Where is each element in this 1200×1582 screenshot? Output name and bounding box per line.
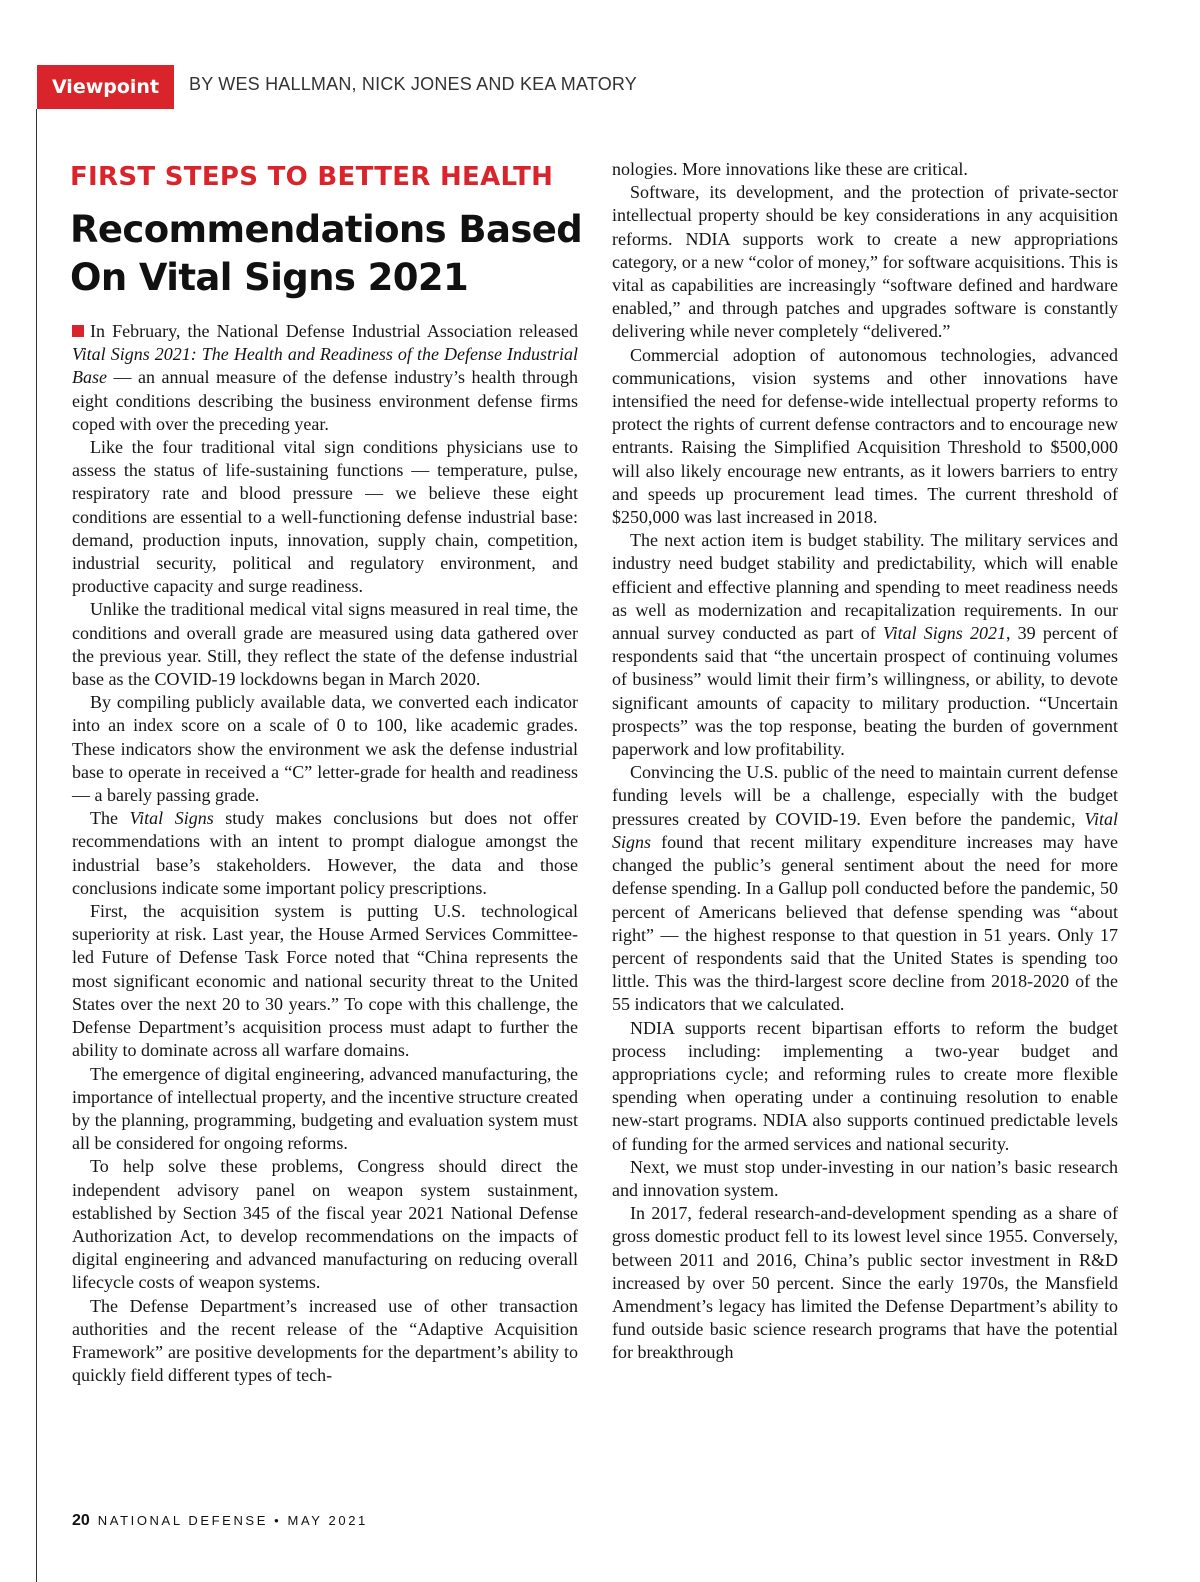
paragraph: nologies. More innovations like these are critical. xyxy=(612,159,968,179)
left-column xyxy=(72,320,578,1387)
paragraph: The next action item is budget stability. The military services and industry need budget stability and predictability, which will enable efficient and effective planning and spending to meet readiness needs as well as modernization and recapitalization requirements. In our annual survey conducted as part of Vital Signs 2021, 39 percent of respondents said that “the uncertain prospect of continuing volumes of business” would limit their firm’s willingness, or ability, to devote significant amounts of capacity to military production. “Uncertain prospects” was the top response, beating the burden of government paperwork and low profitability. xyxy=(612,530,1118,760)
article-headline: Recommendations Based On Vital Signs 2021 xyxy=(70,208,583,299)
paragraph: In February, the National Defense Industrial Association released Vital Signs 2021: The Health and Readiness of the Defense Industrial Base — an annual measure of the defense industry’s health through eight conditions describing the business environment defense firms coped with over the preceding year. xyxy=(72,321,578,434)
vertical-divider xyxy=(36,109,37,1582)
page-number: 20 xyxy=(72,1512,90,1529)
paragraph: Commercial adoption of autonomous technologies, advanced communications, vision systems and other innovations have intensified the need for defense-wide intellectual property reforms to protect the rights of current defense contractors and to encourage new entrants. Raising the Simplified Acquisition Threshold to $500,000 will also likely encourage new entrants, as it lowers barriers to entry and speeds up procurement lead times. The current threshold of $250,000 was last increased in 2018. xyxy=(612,344,1118,528)
right-column xyxy=(612,158,1118,1365)
paragraph: Next, we must stop under-investing in our nation’s basic research and innovation system. xyxy=(612,1156,1118,1200)
paragraph: Like the four traditional vital sign conditions physicians use to assess the status of life-sustaining functions — temperature, pulse, respiratory rate and blood pressure — we believe these eight conditions are essential to a well-functioning defense industrial base: demand, production inputs, innovation, supply chain, competition, industrial security, political and regulatory environment, and productive capacity and surge readiness. xyxy=(72,437,578,597)
paragraph: Unlike the traditional medical vital signs measured in real time, the conditions and overall grade are measured using data gathered over the previous year. Still, they reflect the state of the defense industrial base as the COVID-19 lockdowns began in March 2020. xyxy=(72,599,578,690)
byline: BY WES HALLMAN, NICK JONES AND KEA MATORY xyxy=(189,74,637,94)
bullet-square-icon xyxy=(72,325,84,337)
page-footer xyxy=(72,1512,368,1530)
paragraph: By compiling publicly available data, we converted each indicator into an index score on a scale of 0 to 100, like academic grades. These indicators show the environment we ask the defense industrial base to operate in received a “C” letter-grade for health and readiness — a barely passing grade. xyxy=(72,692,578,806)
paragraph: First, the acquisition system is putting U.S. technological superiority at risk. Last year, the House Armed Services Committee-led Future of Defense Task Force noted that “China represents the most significant economic and national security threat to the United States over the next 20 to 30 years.” To cope with this challenge, the Defense Department’s acquisition process must adapt to further the ability to dominate across all warfare domains. xyxy=(72,901,578,1061)
section-tag: Viewpoint xyxy=(37,65,174,109)
paragraph: Convincing the U.S. public of the need to maintain current defense funding levels will be a challenge, especially with the budget pressures created by COVID-19. Even before the pandemic, Vital Signs found that recent military expenditure increases may have changed the public’s general sentiment about the need for more defense spending. In a Gallup poll conducted before the pandemic, 50 percent of Americans believed that defense spending was “about right” — the highest response to that question in 51 years. Only 17 percent of respondents said that the United States is spending too little. This was the third-largest score decline from 2018-2020 of the 55 indicators that we calculated. xyxy=(612,762,1118,1015)
paragraph: Software, its development, and the protection of private-sector intellectual property should be key considerations in any acquisition reforms. NDIA supports work to create a new appropriations category, or a new “color of money,” for software acquisitions. This is vital as capabilities are increasingly “software defined and hardware enabled,” and through patches and upgrades software is constantly delivering while never completely “delivered.” xyxy=(612,182,1118,342)
paragraph: The emergence of digital engineering, advanced manufacturing, the importance of intellectual property, and the incentive structure created by the planning, programming, budgeting and evaluation system must all be considered for ongoing reforms. xyxy=(72,1063,578,1154)
paragraph: To help solve these problems, Congress should direct the independent advisory panel on weapon system sustainment, established by Section 345 of the fiscal year 2021 National Defense Authorization Act, to develop recommendations on the impacts of digital engineering and advanced manufacturing on reducing overall lifecycle costs of weapon systems. xyxy=(72,1156,578,1293)
paragraph: The Defense Department’s increased use of other transaction authorities and the recent release of the “Adaptive Acquisition Framework” are positive developments for the department’s ability to quickly field different types of tech- xyxy=(72,1295,578,1386)
paragraph: NDIA supports recent bipartisan efforts to reform the budget process including: implementing a two-year budget and appropriations cycle; and reforming rules to create more flexible spending when operating under a continuing resolution to enable new-start programs. NDIA also supports continued predictable levels of funding for the armed services and national security. xyxy=(612,1017,1118,1154)
paragraph: The Vital Signs study makes conclusions but does not offer recommendations with an intent to prompt dialogue amongst the industrial base’s stakeholders. However, the data and those conclusions indicate some important policy prescriptions. xyxy=(72,808,579,898)
paragraph: In 2017, federal research-and-development spending as a share of gross domestic product fell to its lowest level since 1955. Conversely, between 2011 and 2016, China’s public sector investment in R&D increased by over 50 percent. Since the early 1970s, the Mansfield Amendment’s legacy has limited the Defense Department’s ability to fund outside basic science research programs that have the potential for breakthrough xyxy=(612,1203,1118,1363)
publication-info: NATIONAL DEFENSE • MAY 2021 xyxy=(97,1513,368,1528)
article-kicker: FIRST STEPS TO BETTER HEALTH xyxy=(70,162,554,192)
